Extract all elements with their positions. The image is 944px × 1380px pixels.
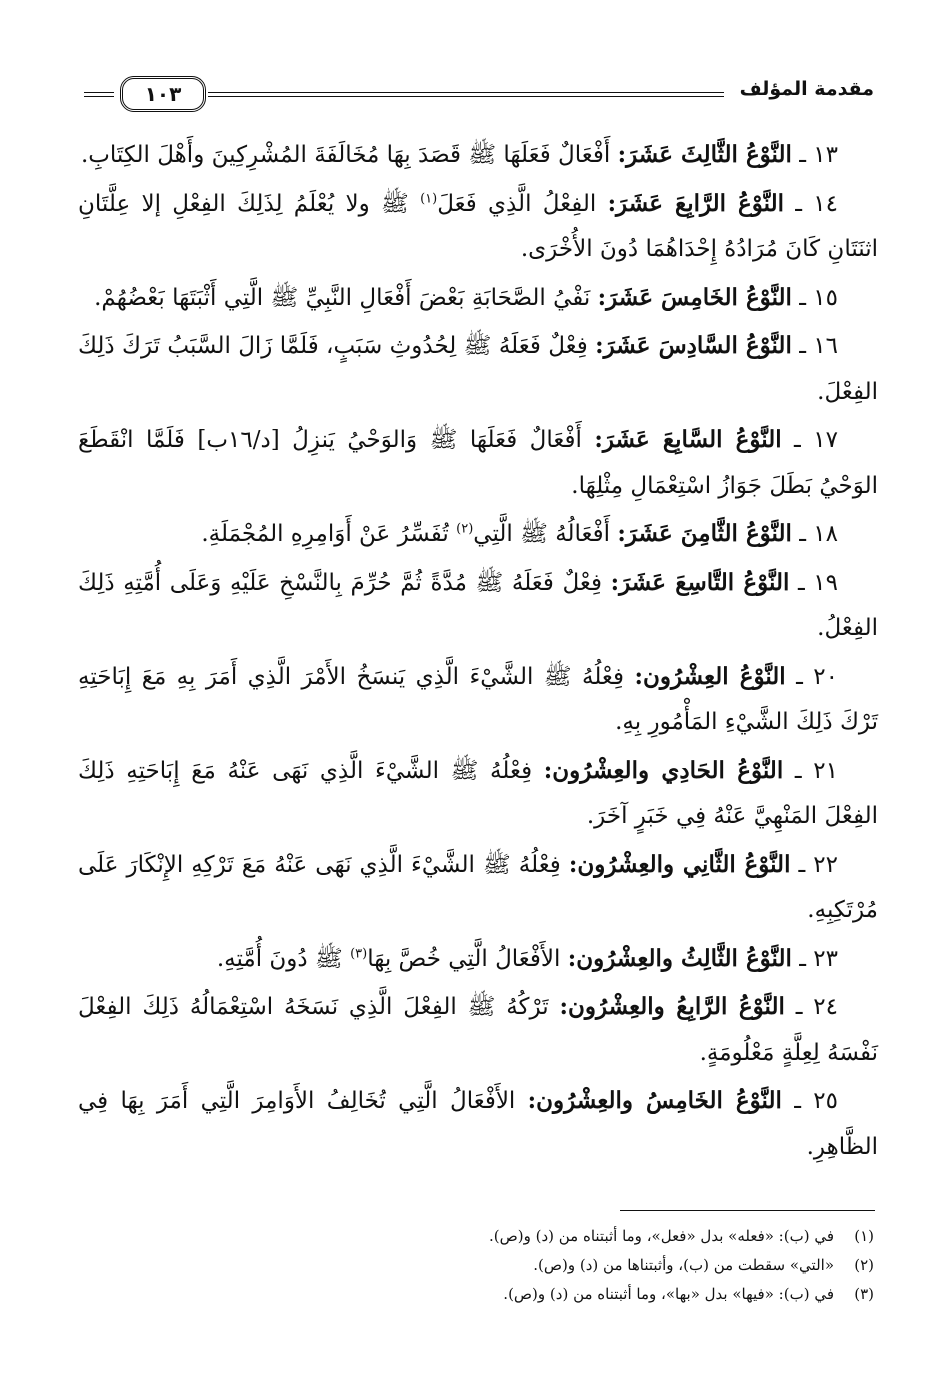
page-header bbox=[84, 72, 874, 120]
footnote-ref: (٢) bbox=[456, 521, 474, 537]
list-item: ١٤ ـ النَّوْعُ الرَّابِعَ عَشَرَ: الفِعْلُ الَّذِي فَعَلَ$^{(١)}$ ﷺ ولا يُعْلَمُ لِذَلِكَ الفِعْلِ إلا عِلَّتَانِ اثنَتَانِ كَانَ مُرَادُهُ إِحْدَاهُمَا دُونَ الأُخْرَى. bbox=[78, 189, 878, 262]
list-item: ١٧ ـ النَّوْعُ السَّابِعَ عَشَرَ: أَفْعَالٌ فَعَلَهَا ﷺ وَالوَحْيُ يَنزِلُ [د/١٦ب] فَلَمَّا انْقَطَعَ الوَحْيُ بَطَلَ جَوَازُ اسْتِعْمَالِ مِثْلِهَا. bbox=[78, 426, 878, 499]
footnote: (٢)«التي» سقطت من (ب)، وأثبتناها من (د) و(ص). bbox=[533, 1256, 874, 1274]
list-item: ١٩ ـ النَّوْعُ التَّاسِعَ عَشَرَ: فِعْلٌ فَعَلَهُ ﷺ مُدَّةً ثُمَّ حُرِّمَ بِالنَّسْخِ عَلَيْهِ وَعَلَى أُمَّتِهِ ذَلِكَ الفِعْلُ. bbox=[78, 568, 878, 641]
header-rule-right bbox=[208, 92, 724, 97]
footnotes bbox=[80, 1222, 880, 1309]
list-item: ١٨ ـ النَّوْعُ الثَّامِنَ عَشَرَ: أَفْعَالُهُ ﷺ الَّتِي$^{(٢)}$ تُفَسِّرُ عَنْ أَوَامِرِهِ المُجْمَلَةِ. bbox=[201, 520, 838, 547]
footnote-separator bbox=[620, 1210, 875, 1211]
list-item: ٢٥ ـ النَّوْعُ الخَامِسُ والعِشْرُون: الأَفْعَالُ الَّتِي تُخَالِفُ الأَوَامِرَ الَّتِي أَمَرَ بِهَا فِي الظَّاهِرِ. bbox=[78, 1087, 878, 1160]
main-text bbox=[78, 132, 878, 1172]
footnote-ref: (١) bbox=[420, 190, 438, 206]
page-number: ١٠٣ bbox=[120, 76, 206, 112]
footnote: (٣)في (ب): «فيها» بدل «بها»، وما أثبتناه من (د) و(ص). bbox=[503, 1285, 874, 1303]
list-item: ٢١ ـ النَّوْعُ الحَادِي والعِشْرُون: فِعْلُهُ ﷺ الشَّيْءَ الَّذِي نَهَى عَنْهُ مَعَ إِبَاحَتِهِ ذَلِكَ الفِعْلَ المَنْهِيَّ عَنْهُ فِي خَبَرٍ آخَرَ. bbox=[78, 756, 878, 829]
list-item: ٢٢ ـ النَّوْعُ الثَّانِي والعِشْرُون: فِعْلُهُ ﷺ الشَّيْءَ الَّذِي نَهَى عَنْهُ مَعَ تَرْكِهِ الإِنْكَارَ عَلَى مُرْتَكِبِهِ. bbox=[78, 850, 878, 923]
running-title: مقدمة المؤلف bbox=[739, 78, 874, 100]
list-item: ١٦ ـ النَّوْعُ السَّادِسَ عَشَرَ: فِعْلٌ فَعَلَهُ ﷺ لِحُدُوثِ سَبَبٍ، فَلَمَّا زَالَ السَّبَبُ تَرَكَ ذَلِكَ الفِعْلَ. bbox=[78, 332, 878, 405]
list-item: ٢٤ ـ النَّوْعُ الرَّابِعُ والعِشْرُون: تَرْكُهُ ﷺ الفِعْلَ الَّذِي نَسَخَهُ اسْتِعْمَالُهُ ذَلِكَ الفِعْلَ نَفْسَهُ لِعِلَّةٍ مَعْلُومَةٍ. bbox=[78, 993, 878, 1066]
list-item: ٢٣ ـ النَّوْعُ الثَّالِثُ والعِشْرُون: الأَفْعَالُ الَّتِي خُصَّ بِهَا$^{(٣)}$ ﷺ دُونَ أُمَّتِهِ. bbox=[216, 944, 838, 972]
list-item: ١٣ ـ النَّوْعُ الثَّالِثَ عَشَرَ: أَفْعَالٌ فَعَلَهَا ﷺ قَصَدَ بِهَا مُخَالَفَةَ المُشْرِكِينَ وأَهْلَ الكِتَابِ. bbox=[80, 141, 838, 168]
header-rule-left bbox=[84, 92, 114, 97]
footnote: (١)في (ب): «فعله» بدل «فعل»، وما أثبتناه من (د) و(ص). bbox=[488, 1227, 874, 1245]
list-item: ١٥ ـ النَّوْعُ الخَامِسَ عَشَرَ: نَفْيُ الصَّحَابَةِ بَعْضَ أَفْعَالِ النَّبِيِّ ﷺ الَّتِي أَثْبَتَهَا بَعْضُهُمْ. bbox=[94, 283, 838, 311]
list-item: ٢٠ ـ النَّوْعُ العِشْرُون: فِعْلُهُ ﷺ الشَّيْءَ الَّذِي يَنسَخُ الأَمْرَ الَّذِي أَمَرَ بِهِ مَعَ إِبَاحَتِهِ تَرْكَ ذَلِكَ الشَّيْءِ المَأْمُورِ بِهِ. bbox=[78, 662, 878, 735]
footnote-ref: (٣) bbox=[350, 945, 368, 961]
